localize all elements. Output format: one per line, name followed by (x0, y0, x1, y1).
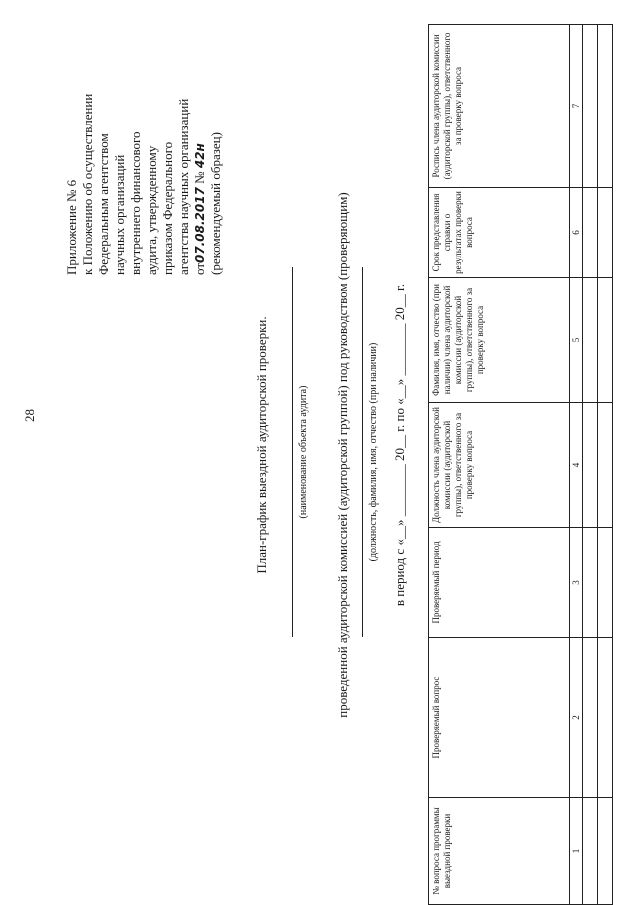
number-prefix: № (192, 171, 207, 184)
header-cell: Срок представления справки о результатах проверки вопроса (429, 188, 570, 278)
table-row (598, 25, 613, 905)
number-cell: 6 (570, 188, 583, 278)
date-value: 07.08.2017 (193, 187, 207, 263)
annex-line: приказом Федерального (160, 141, 175, 275)
table-cell (598, 528, 613, 638)
annex-line: внутреннего финансового (128, 131, 143, 275)
annex-line: к Положению об осуществлении (80, 93, 95, 275)
annex-line: Федеральным агентством (96, 133, 111, 275)
table-cell (583, 403, 598, 528)
person-caption: (должность, фамилия, имя, отчество (при наличии) (368, 342, 379, 562)
page-number: 28 (22, 409, 37, 422)
table-cell (583, 528, 598, 638)
annex-line: Приложение № 6 (64, 179, 79, 275)
number-cell: 5 (570, 278, 583, 403)
table-cell (598, 403, 613, 528)
number-value: 42н (193, 143, 207, 169)
header-cell: Роспись члена аудиторской комиссии (аудиторской группы), ответственного за проверку вопроса (429, 25, 570, 188)
header-cell: № вопроса программы выездной проверки (429, 798, 570, 905)
annex-block (64, 5, 224, 275)
table-cell (598, 638, 613, 798)
date-prefix: от (192, 262, 207, 275)
annex-note: (рекомендуемый образец) (208, 132, 223, 275)
object-caption: (наименование объекта аудита) (298, 385, 309, 519)
table-cell (598, 25, 613, 188)
annex-date-line (192, 5, 208, 275)
table-cell (598, 798, 613, 905)
period-text: в период с «__» ________ 20__ г. по «__» ________ 20__ г. (392, 283, 407, 607)
header-cell: Должность члена аудиторской комиссии (аудиторской группы), ответственного за проверку вопроса (429, 403, 570, 528)
number-cell: 7 (570, 25, 583, 188)
person-line (362, 267, 363, 637)
table-cell (583, 25, 598, 188)
number-cell: 2 (570, 638, 583, 798)
document-title: План-график выездной аудиторской проверки. (254, 316, 269, 574)
number-cell: 4 (570, 403, 583, 528)
table-cell (583, 278, 598, 403)
table-cell (598, 188, 613, 278)
table-number-row (570, 25, 583, 905)
table-header-row (429, 25, 570, 905)
annex-line: научных организаций (112, 154, 127, 275)
number-cell: 1 (570, 798, 583, 905)
header-cell: Проверяемый период (429, 528, 570, 638)
header-cell: Проверяемый вопрос (429, 638, 570, 798)
table-cell (583, 798, 598, 905)
object-name-line (292, 267, 293, 637)
annex-line: агентства научных организаций (176, 98, 191, 275)
annex-line: аудита, утвержденному (144, 145, 159, 275)
table-row (583, 25, 598, 905)
header-cell: Фамилия, имя, отчество (при наличии) члена аудиторской комиссии (аудиторской группы), ответственного за проверку вопроса (429, 278, 570, 403)
table-cell (598, 278, 613, 403)
number-cell: 3 (570, 528, 583, 638)
table-cell (583, 188, 598, 278)
conducted-text: проведенной аудиторской комиссией (аудиторской группой) под руководством (проверяющим) (335, 192, 350, 718)
plan-table (428, 24, 613, 905)
table-cell (583, 638, 598, 798)
